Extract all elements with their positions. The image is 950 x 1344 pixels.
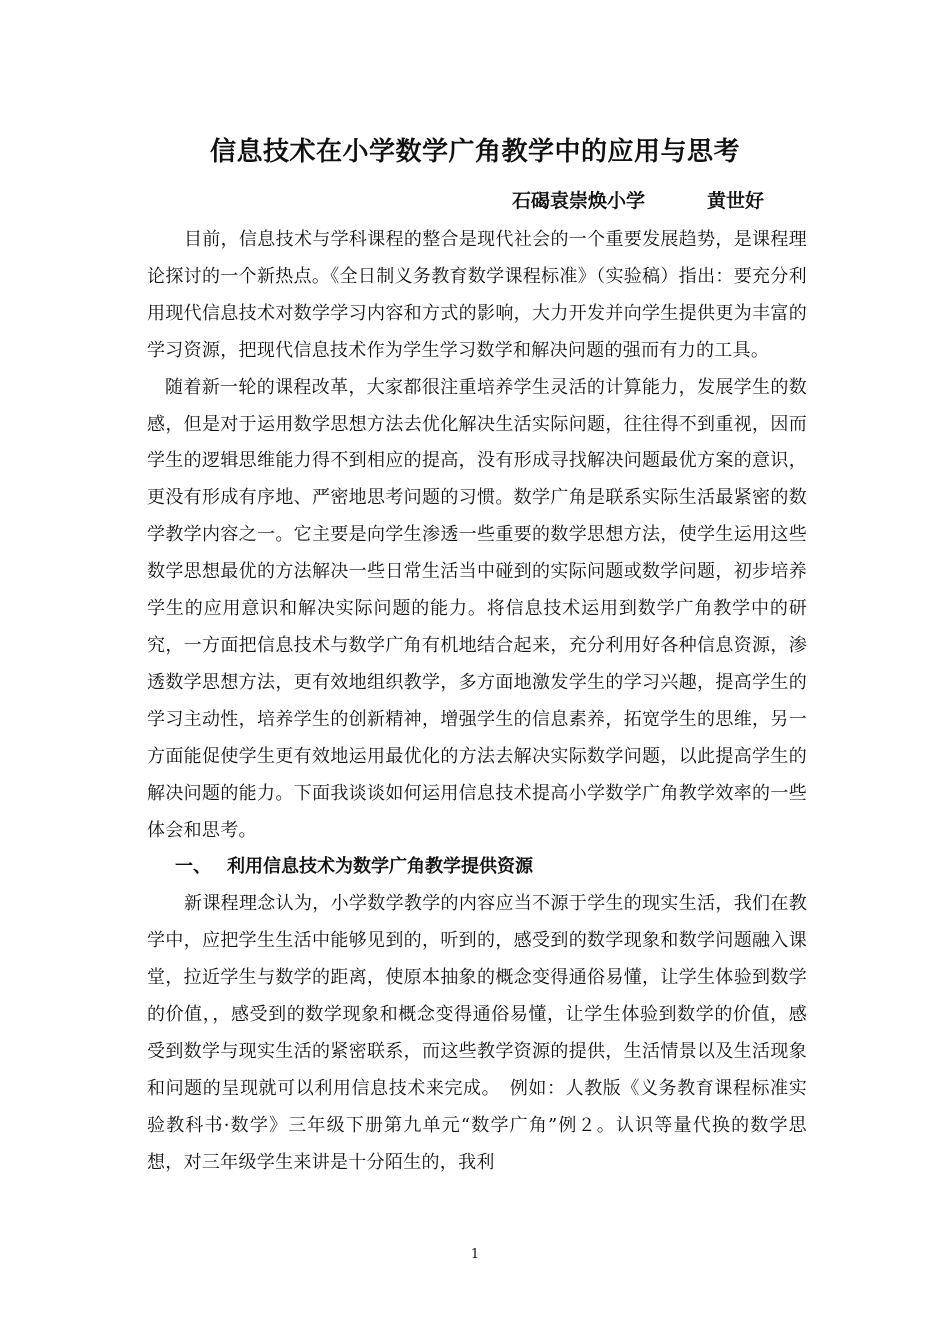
section-heading: [147, 849, 807, 886]
page-number: 1: [470, 1247, 480, 1262]
byline: [512, 186, 764, 213]
paragraph-section1: 新课程理念认为，小学数学教学的内容应当不源于学生的现实生活，我们在教学中，应把学生生活中能够见到的，听到的，感受到的数学现象和数学问题融入课堂，拉近学生与数学的距离，使原本抽象的概念变得通俗易懂，让学生体验到数学的价值，，感受到的数学现象和概念变得通俗易懂，让学生体验到数学的价值，感受到数学与现实生活的紧密联系，而这些教学资源的提供，生活情景以及生活现象和问题的呈现就可以利用信息技术来完成。 例如：人教版《义务教育课程标准实验教科书·数学》三年级下册第九单元“数学广角”例２。认识等量代换的数学思想，对三年级学生来讲是十分陌生的，我利: [147, 893, 807, 1173]
section-title: 利用信息技术为数学广角教学提供资源: [227, 856, 533, 878]
section-number: 一、: [175, 856, 211, 878]
author-name: 黄世好: [707, 190, 765, 212]
document-title: 信息技术在小学数学广角教学中的应用与思考: [209, 137, 740, 167]
school-name: 石碣袁崇焕小学: [512, 190, 646, 212]
paragraph-intro: 目前，信息技术与学科课程的整合是现代社会的一个重要发展趋势，是课程理论探讨的一个新热点。《全日制义务教育数学课程标准》（实验稿）指出：要充分利用现代信息技术对数学学习内容和方式的影响，大力开发并向学生提供更为丰富的学习资源，把现代信息技术作为学生学习数学和解决问题的强而有力的工具。: [147, 229, 807, 361]
document-body: [147, 222, 807, 1182]
paragraph-reform: 随着新一轮的课程改革，大家都很注重培养学生灵活的计算能力，发展学生的数感，但是对于运用数学思想方法去优化解决生活实际问题，往往得不到重视，因而学生的逻辑思维能力得不到相应的提高，没有形成寻找解决问题最优方案的意识，更没有形成有序地、严密地思考问题的习惯。数学广角是联系实际生活最紧密的数学教学内容之一。它主要是向学生渗透一些重要的数学思想方法，使学生运用这些数学思想最优的方法解决一些日常生活当中碰到的实际问题或数学问题，初步培养学生的应用意识和解决实际问题的能力。将信息技术运用到数学广角教学中的研究，一方面把信息技术与数学广角有机地结合起来，充分利用好各种信息资源，渗透数学思想方法，更有效地组织教学，多方面地激发学生的学习兴趣，提高学生的学习主动性，培养学生的创新精神，增强学生的信息素养，拓宽学生的思维，另一方面能促使学生更有效地运用最优化的方法去解决实际数学问题，以此提高学生的解决问题的能力。下面我谈谈如何运用信息技术提高小学数学广角教学效率的一些体会和思考。: [147, 376, 807, 841]
